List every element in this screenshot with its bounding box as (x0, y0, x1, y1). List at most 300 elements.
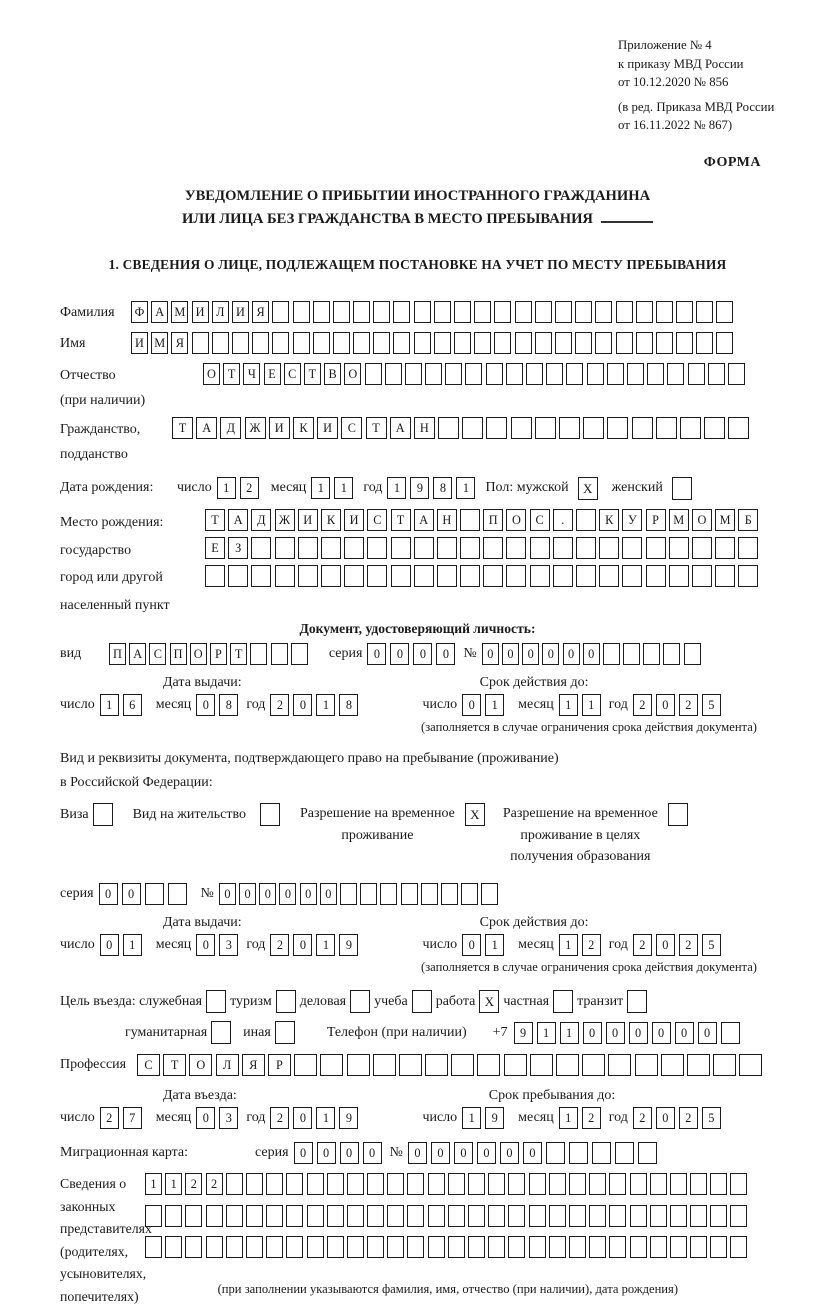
char-cell[interactable] (569, 1236, 586, 1258)
char-cell[interactable]: 0 (698, 1022, 717, 1044)
char-cell[interactable]: 0 (502, 643, 519, 665)
char-cell[interactable] (145, 1236, 162, 1258)
char-cell[interactable] (696, 301, 713, 323)
char-cell[interactable] (609, 1173, 626, 1195)
char-cell[interactable] (559, 417, 580, 439)
char-cell[interactable] (232, 332, 249, 354)
char-cell[interactable] (609, 1205, 626, 1227)
char-cell[interactable]: К (321, 509, 341, 531)
char-cell[interactable]: Р (268, 1054, 291, 1076)
char-cell[interactable] (486, 417, 507, 439)
char-cell[interactable] (286, 1205, 303, 1227)
char-cell[interactable] (385, 363, 402, 385)
char-cell[interactable] (716, 301, 733, 323)
char-cell[interactable]: 1 (316, 934, 335, 956)
char-cell[interactable] (407, 1236, 424, 1258)
char-cell[interactable] (587, 363, 604, 385)
char-cell[interactable]: 2 (679, 934, 698, 956)
char-cell[interactable]: О (344, 363, 361, 385)
char-cell[interactable] (228, 565, 248, 587)
char-cell[interactable]: И (344, 509, 364, 531)
char-cell[interactable]: И (192, 301, 209, 323)
char-cell[interactable] (656, 301, 673, 323)
char-cell[interactable] (327, 1236, 344, 1258)
char-cell[interactable] (367, 1205, 384, 1227)
char-cell[interactable] (607, 363, 624, 385)
char-cell[interactable] (407, 1173, 424, 1195)
char-cell[interactable] (569, 1173, 586, 1195)
char-cell[interactable] (608, 1054, 631, 1076)
char-cell[interactable]: 0 (196, 1107, 215, 1129)
char-cell[interactable]: А (390, 417, 411, 439)
char-cell[interactable] (710, 1205, 727, 1227)
char-cell[interactable] (367, 537, 387, 559)
work-checkbox[interactable]: X (479, 990, 499, 1013)
char-cell[interactable] (676, 301, 693, 323)
char-cell[interactable] (441, 883, 458, 905)
char-cell[interactable] (526, 363, 543, 385)
char-cell[interactable] (399, 1054, 422, 1076)
char-cell[interactable] (670, 1236, 687, 1258)
char-cell[interactable]: Д (220, 417, 241, 439)
char-cell[interactable] (206, 1236, 223, 1258)
char-cell[interactable] (275, 565, 295, 587)
char-cell[interactable]: 5 (702, 934, 721, 956)
char-cell[interactable] (206, 1205, 223, 1227)
char-cell[interactable]: 2 (679, 694, 698, 716)
char-cell[interactable] (428, 1173, 445, 1195)
char-cell[interactable] (583, 417, 604, 439)
sex-male-checkbox[interactable]: X (578, 477, 598, 500)
char-cell[interactable]: 0 (408, 1142, 427, 1164)
char-cell[interactable]: М (151, 332, 168, 354)
char-cell[interactable] (266, 1205, 283, 1227)
char-cell[interactable]: 0 (583, 1022, 602, 1044)
char-cell[interactable]: Н (414, 417, 435, 439)
char-cell[interactable] (428, 1236, 445, 1258)
char-cell[interactable]: Е (264, 363, 281, 385)
char-cell[interactable] (414, 301, 431, 323)
char-cell[interactable] (252, 332, 269, 354)
char-cell[interactable] (676, 332, 693, 354)
char-cell[interactable]: 6 (123, 694, 142, 716)
char-cell[interactable]: Т (205, 509, 225, 531)
char-cell[interactable] (185, 1205, 202, 1227)
char-cell[interactable] (246, 1236, 263, 1258)
char-cell[interactable] (488, 1236, 505, 1258)
char-cell[interactable] (298, 537, 318, 559)
char-cell[interactable]: 1 (145, 1173, 162, 1195)
char-cell[interactable]: Т (223, 363, 240, 385)
char-cell[interactable] (595, 332, 612, 354)
char-cell[interactable] (438, 417, 459, 439)
char-cell[interactable] (380, 883, 397, 905)
char-cell[interactable]: 0 (675, 1022, 694, 1044)
char-cell[interactable] (347, 1205, 364, 1227)
char-cell[interactable]: 0 (300, 883, 317, 905)
char-cell[interactable]: О (189, 1054, 212, 1076)
char-cell[interactable]: Ж (245, 417, 266, 439)
char-cell[interactable] (168, 883, 187, 905)
char-cell[interactable] (615, 1142, 634, 1164)
char-cell[interactable] (494, 301, 511, 323)
char-cell[interactable] (582, 1054, 605, 1076)
char-cell[interactable] (468, 1236, 485, 1258)
char-cell[interactable] (271, 643, 288, 665)
char-cell[interactable]: 5 (702, 694, 721, 716)
char-cell[interactable] (462, 417, 483, 439)
char-cell[interactable] (728, 363, 745, 385)
char-cell[interactable] (670, 1173, 687, 1195)
char-cell[interactable] (684, 643, 701, 665)
char-cell[interactable]: Д (251, 509, 271, 531)
char-cell[interactable]: 1 (316, 1107, 335, 1129)
char-cell[interactable]: 0 (413, 643, 432, 665)
char-cell[interactable] (504, 1054, 527, 1076)
char-cell[interactable]: 2 (206, 1173, 223, 1195)
char-cell[interactable] (646, 565, 666, 587)
char-cell[interactable]: П (483, 509, 503, 531)
char-cell[interactable]: Т (391, 509, 411, 531)
char-cell[interactable] (353, 301, 370, 323)
char-cell[interactable] (474, 301, 491, 323)
char-cell[interactable] (434, 332, 451, 354)
char-cell[interactable] (250, 643, 267, 665)
char-cell[interactable] (688, 363, 705, 385)
char-cell[interactable] (468, 1173, 485, 1195)
char-cell[interactable] (373, 301, 390, 323)
char-cell[interactable] (205, 565, 225, 587)
char-cell[interactable]: С (149, 643, 166, 665)
char-cell[interactable] (165, 1236, 182, 1258)
char-cell[interactable] (535, 301, 552, 323)
char-cell[interactable]: 1 (559, 694, 578, 716)
char-cell[interactable] (716, 332, 733, 354)
char-cell[interactable] (367, 565, 387, 587)
char-cell[interactable]: Р (646, 509, 666, 531)
char-cell[interactable] (506, 565, 526, 587)
other-checkbox[interactable] (275, 1021, 295, 1044)
char-cell[interactable] (266, 1173, 283, 1195)
char-cell[interactable] (546, 363, 563, 385)
char-cell[interactable]: М (715, 509, 735, 531)
char-cell[interactable] (461, 883, 478, 905)
char-cell[interactable] (650, 1205, 667, 1227)
char-cell[interactable]: П (170, 643, 187, 665)
char-cell[interactable]: 9 (514, 1022, 533, 1044)
char-cell[interactable]: 1 (123, 934, 142, 956)
char-cell[interactable]: О (203, 363, 220, 385)
char-cell[interactable]: 8 (219, 694, 238, 716)
char-cell[interactable] (627, 363, 644, 385)
char-cell[interactable] (286, 1173, 303, 1195)
char-cell[interactable]: 0 (196, 934, 215, 956)
char-cell[interactable] (661, 1054, 684, 1076)
char-cell[interactable] (428, 1205, 445, 1227)
char-cell[interactable]: Ч (243, 363, 260, 385)
char-cell[interactable] (721, 1022, 740, 1044)
char-cell[interactable]: 1 (311, 477, 330, 499)
char-cell[interactable]: 1 (462, 1107, 481, 1129)
char-cell[interactable] (401, 883, 418, 905)
char-cell[interactable] (656, 332, 673, 354)
char-cell[interactable] (360, 883, 377, 905)
char-cell[interactable] (530, 537, 550, 559)
char-cell[interactable] (506, 363, 523, 385)
char-cell[interactable] (414, 537, 434, 559)
char-cell[interactable] (488, 1205, 505, 1227)
char-cell[interactable] (425, 1054, 448, 1076)
char-cell[interactable]: 9 (485, 1107, 504, 1129)
char-cell[interactable]: И (232, 301, 249, 323)
char-cell[interactable]: Т (163, 1054, 186, 1076)
char-cell[interactable]: М (669, 509, 689, 531)
char-cell[interactable]: 0 (583, 643, 600, 665)
char-cell[interactable]: Т (366, 417, 387, 439)
char-cell[interactable]: 0 (563, 643, 580, 665)
char-cell[interactable]: 0 (259, 883, 276, 905)
char-cell[interactable] (327, 1173, 344, 1195)
char-cell[interactable]: 8 (339, 694, 358, 716)
char-cell[interactable] (630, 1205, 647, 1227)
char-cell[interactable] (185, 1236, 202, 1258)
char-cell[interactable] (636, 332, 653, 354)
char-cell[interactable] (246, 1205, 263, 1227)
char-cell[interactable]: А (151, 301, 168, 323)
char-cell[interactable] (589, 1173, 606, 1195)
char-cell[interactable] (549, 1236, 566, 1258)
char-cell[interactable] (212, 332, 229, 354)
char-cell[interactable] (575, 332, 592, 354)
char-cell[interactable] (486, 363, 503, 385)
char-cell[interactable] (437, 565, 457, 587)
char-cell[interactable]: Т (230, 643, 247, 665)
char-cell[interactable] (320, 1054, 343, 1076)
char-cell[interactable] (589, 1205, 606, 1227)
char-cell[interactable] (515, 301, 532, 323)
char-cell[interactable]: Я (242, 1054, 265, 1076)
char-cell[interactable] (448, 1205, 465, 1227)
char-cell[interactable] (165, 1205, 182, 1227)
char-cell[interactable]: 0 (293, 1107, 312, 1129)
char-cell[interactable]: 2 (633, 694, 652, 716)
char-cell[interactable] (347, 1236, 364, 1258)
char-cell[interactable] (266, 1236, 283, 1258)
char-cell[interactable]: М (171, 301, 188, 323)
char-cell[interactable] (434, 301, 451, 323)
char-cell[interactable]: 0 (462, 694, 481, 716)
char-cell[interactable] (483, 565, 503, 587)
char-cell[interactable] (647, 363, 664, 385)
char-cell[interactable] (546, 1142, 565, 1164)
char-cell[interactable] (465, 363, 482, 385)
char-cell[interactable]: Ж (275, 509, 295, 531)
char-cell[interactable] (696, 332, 713, 354)
char-cell[interactable] (321, 565, 341, 587)
char-cell[interactable]: С (137, 1054, 160, 1076)
char-cell[interactable]: Р (210, 643, 227, 665)
char-cell[interactable]: 0 (122, 883, 141, 905)
char-cell[interactable]: С (284, 363, 301, 385)
char-cell[interactable] (553, 565, 573, 587)
char-cell[interactable] (347, 1054, 370, 1076)
char-cell[interactable] (192, 332, 209, 354)
char-cell[interactable]: 0 (219, 883, 236, 905)
char-cell[interactable] (251, 565, 271, 587)
char-cell[interactable] (145, 883, 164, 905)
char-cell[interactable] (272, 301, 289, 323)
char-cell[interactable] (622, 537, 642, 559)
char-cell[interactable]: 0 (196, 694, 215, 716)
char-cell[interactable] (667, 363, 684, 385)
char-cell[interactable] (483, 537, 503, 559)
char-cell[interactable] (535, 417, 556, 439)
char-cell[interactable]: Н (437, 509, 457, 531)
study-checkbox[interactable] (412, 990, 432, 1013)
char-cell[interactable]: 0 (294, 1142, 313, 1164)
char-cell[interactable] (333, 332, 350, 354)
char-cell[interactable]: 0 (320, 883, 337, 905)
visa-checkbox[interactable] (93, 803, 113, 826)
temp-residence-edu-checkbox[interactable] (668, 803, 688, 826)
char-cell[interactable] (730, 1205, 747, 1227)
char-cell[interactable] (321, 537, 341, 559)
char-cell[interactable] (226, 1236, 243, 1258)
char-cell[interactable] (454, 332, 471, 354)
char-cell[interactable] (508, 1205, 525, 1227)
char-cell[interactable]: И (131, 332, 148, 354)
char-cell[interactable] (226, 1173, 243, 1195)
char-cell[interactable] (488, 1173, 505, 1195)
char-cell[interactable] (556, 1054, 579, 1076)
char-cell[interactable] (333, 301, 350, 323)
char-cell[interactable]: 2 (185, 1173, 202, 1195)
char-cell[interactable] (294, 1054, 317, 1076)
char-cell[interactable]: Л (216, 1054, 239, 1076)
char-cell[interactable]: А (196, 417, 217, 439)
char-cell[interactable] (393, 301, 410, 323)
char-cell[interactable] (291, 643, 308, 665)
char-cell[interactable] (713, 1054, 736, 1076)
char-cell[interactable] (393, 332, 410, 354)
char-cell[interactable] (739, 1054, 762, 1076)
char-cell[interactable] (454, 301, 471, 323)
char-cell[interactable] (313, 332, 330, 354)
char-cell[interactable] (511, 417, 532, 439)
char-cell[interactable]: 0 (317, 1142, 336, 1164)
char-cell[interactable] (293, 332, 310, 354)
char-cell[interactable]: А (129, 643, 146, 665)
char-cell[interactable] (307, 1205, 324, 1227)
char-cell[interactable]: 0 (629, 1022, 648, 1044)
char-cell[interactable] (391, 537, 411, 559)
char-cell[interactable] (599, 565, 619, 587)
char-cell[interactable]: Т (304, 363, 321, 385)
humanitarian-checkbox[interactable] (211, 1021, 231, 1044)
char-cell[interactable]: 0 (340, 1142, 359, 1164)
char-cell[interactable]: 0 (436, 643, 455, 665)
char-cell[interactable] (307, 1236, 324, 1258)
char-cell[interactable] (704, 417, 725, 439)
char-cell[interactable]: 9 (410, 477, 429, 499)
char-cell[interactable]: 1 (100, 694, 119, 716)
char-cell[interactable] (646, 537, 666, 559)
char-cell[interactable]: Я (171, 332, 188, 354)
char-cell[interactable] (575, 301, 592, 323)
char-cell[interactable] (708, 363, 725, 385)
char-cell[interactable] (690, 1173, 707, 1195)
char-cell[interactable] (373, 1054, 396, 1076)
char-cell[interactable] (730, 1173, 747, 1195)
char-cell[interactable] (738, 565, 758, 587)
char-cell[interactable] (293, 301, 310, 323)
char-cell[interactable] (367, 1173, 384, 1195)
official-checkbox[interactable] (206, 990, 226, 1013)
char-cell[interactable]: К (293, 417, 314, 439)
char-cell[interactable] (387, 1205, 404, 1227)
char-cell[interactable]: 8 (433, 477, 452, 499)
char-cell[interactable]: 9 (339, 1107, 358, 1129)
char-cell[interactable]: 0 (656, 1107, 675, 1129)
char-cell[interactable] (347, 1173, 364, 1195)
char-cell[interactable] (687, 1054, 710, 1076)
char-cell[interactable] (451, 1054, 474, 1076)
char-cell[interactable] (407, 1205, 424, 1227)
char-cell[interactable]: К (599, 509, 619, 531)
char-cell[interactable] (530, 1054, 553, 1076)
char-cell[interactable] (710, 1173, 727, 1195)
char-cell[interactable]: 1 (485, 694, 504, 716)
char-cell[interactable]: 0 (462, 934, 481, 956)
char-cell[interactable]: 0 (542, 643, 559, 665)
char-cell[interactable] (635, 1054, 658, 1076)
char-cell[interactable]: . (553, 509, 573, 531)
char-cell[interactable]: 0 (482, 643, 499, 665)
char-cell[interactable] (670, 1205, 687, 1227)
char-cell[interactable] (643, 643, 660, 665)
char-cell[interactable]: 1 (217, 477, 236, 499)
char-cell[interactable]: 2 (633, 934, 652, 956)
char-cell[interactable]: А (414, 509, 434, 531)
char-cell[interactable] (344, 537, 364, 559)
char-cell[interactable]: С (367, 509, 387, 531)
char-cell[interactable]: 2 (270, 694, 289, 716)
char-cell[interactable] (616, 301, 633, 323)
char-cell[interactable]: И (269, 417, 290, 439)
char-cell[interactable]: И (298, 509, 318, 531)
char-cell[interactable] (690, 1236, 707, 1258)
char-cell[interactable]: 1 (582, 694, 601, 716)
char-cell[interactable] (638, 1142, 657, 1164)
char-cell[interactable] (145, 1205, 162, 1227)
char-cell[interactable] (307, 1173, 324, 1195)
char-cell[interactable]: 1 (334, 477, 353, 499)
char-cell[interactable] (730, 1236, 747, 1258)
char-cell[interactable] (656, 417, 677, 439)
char-cell[interactable] (515, 332, 532, 354)
char-cell[interactable]: 0 (652, 1022, 671, 1044)
char-cell[interactable] (529, 1205, 546, 1227)
char-cell[interactable] (460, 537, 480, 559)
char-cell[interactable]: 3 (219, 934, 238, 956)
char-cell[interactable] (481, 883, 498, 905)
char-cell[interactable]: 2 (633, 1107, 652, 1129)
char-cell[interactable]: 1 (387, 477, 406, 499)
char-cell[interactable] (650, 1173, 667, 1195)
char-cell[interactable] (669, 537, 689, 559)
char-cell[interactable] (609, 1236, 626, 1258)
char-cell[interactable]: 1 (485, 934, 504, 956)
